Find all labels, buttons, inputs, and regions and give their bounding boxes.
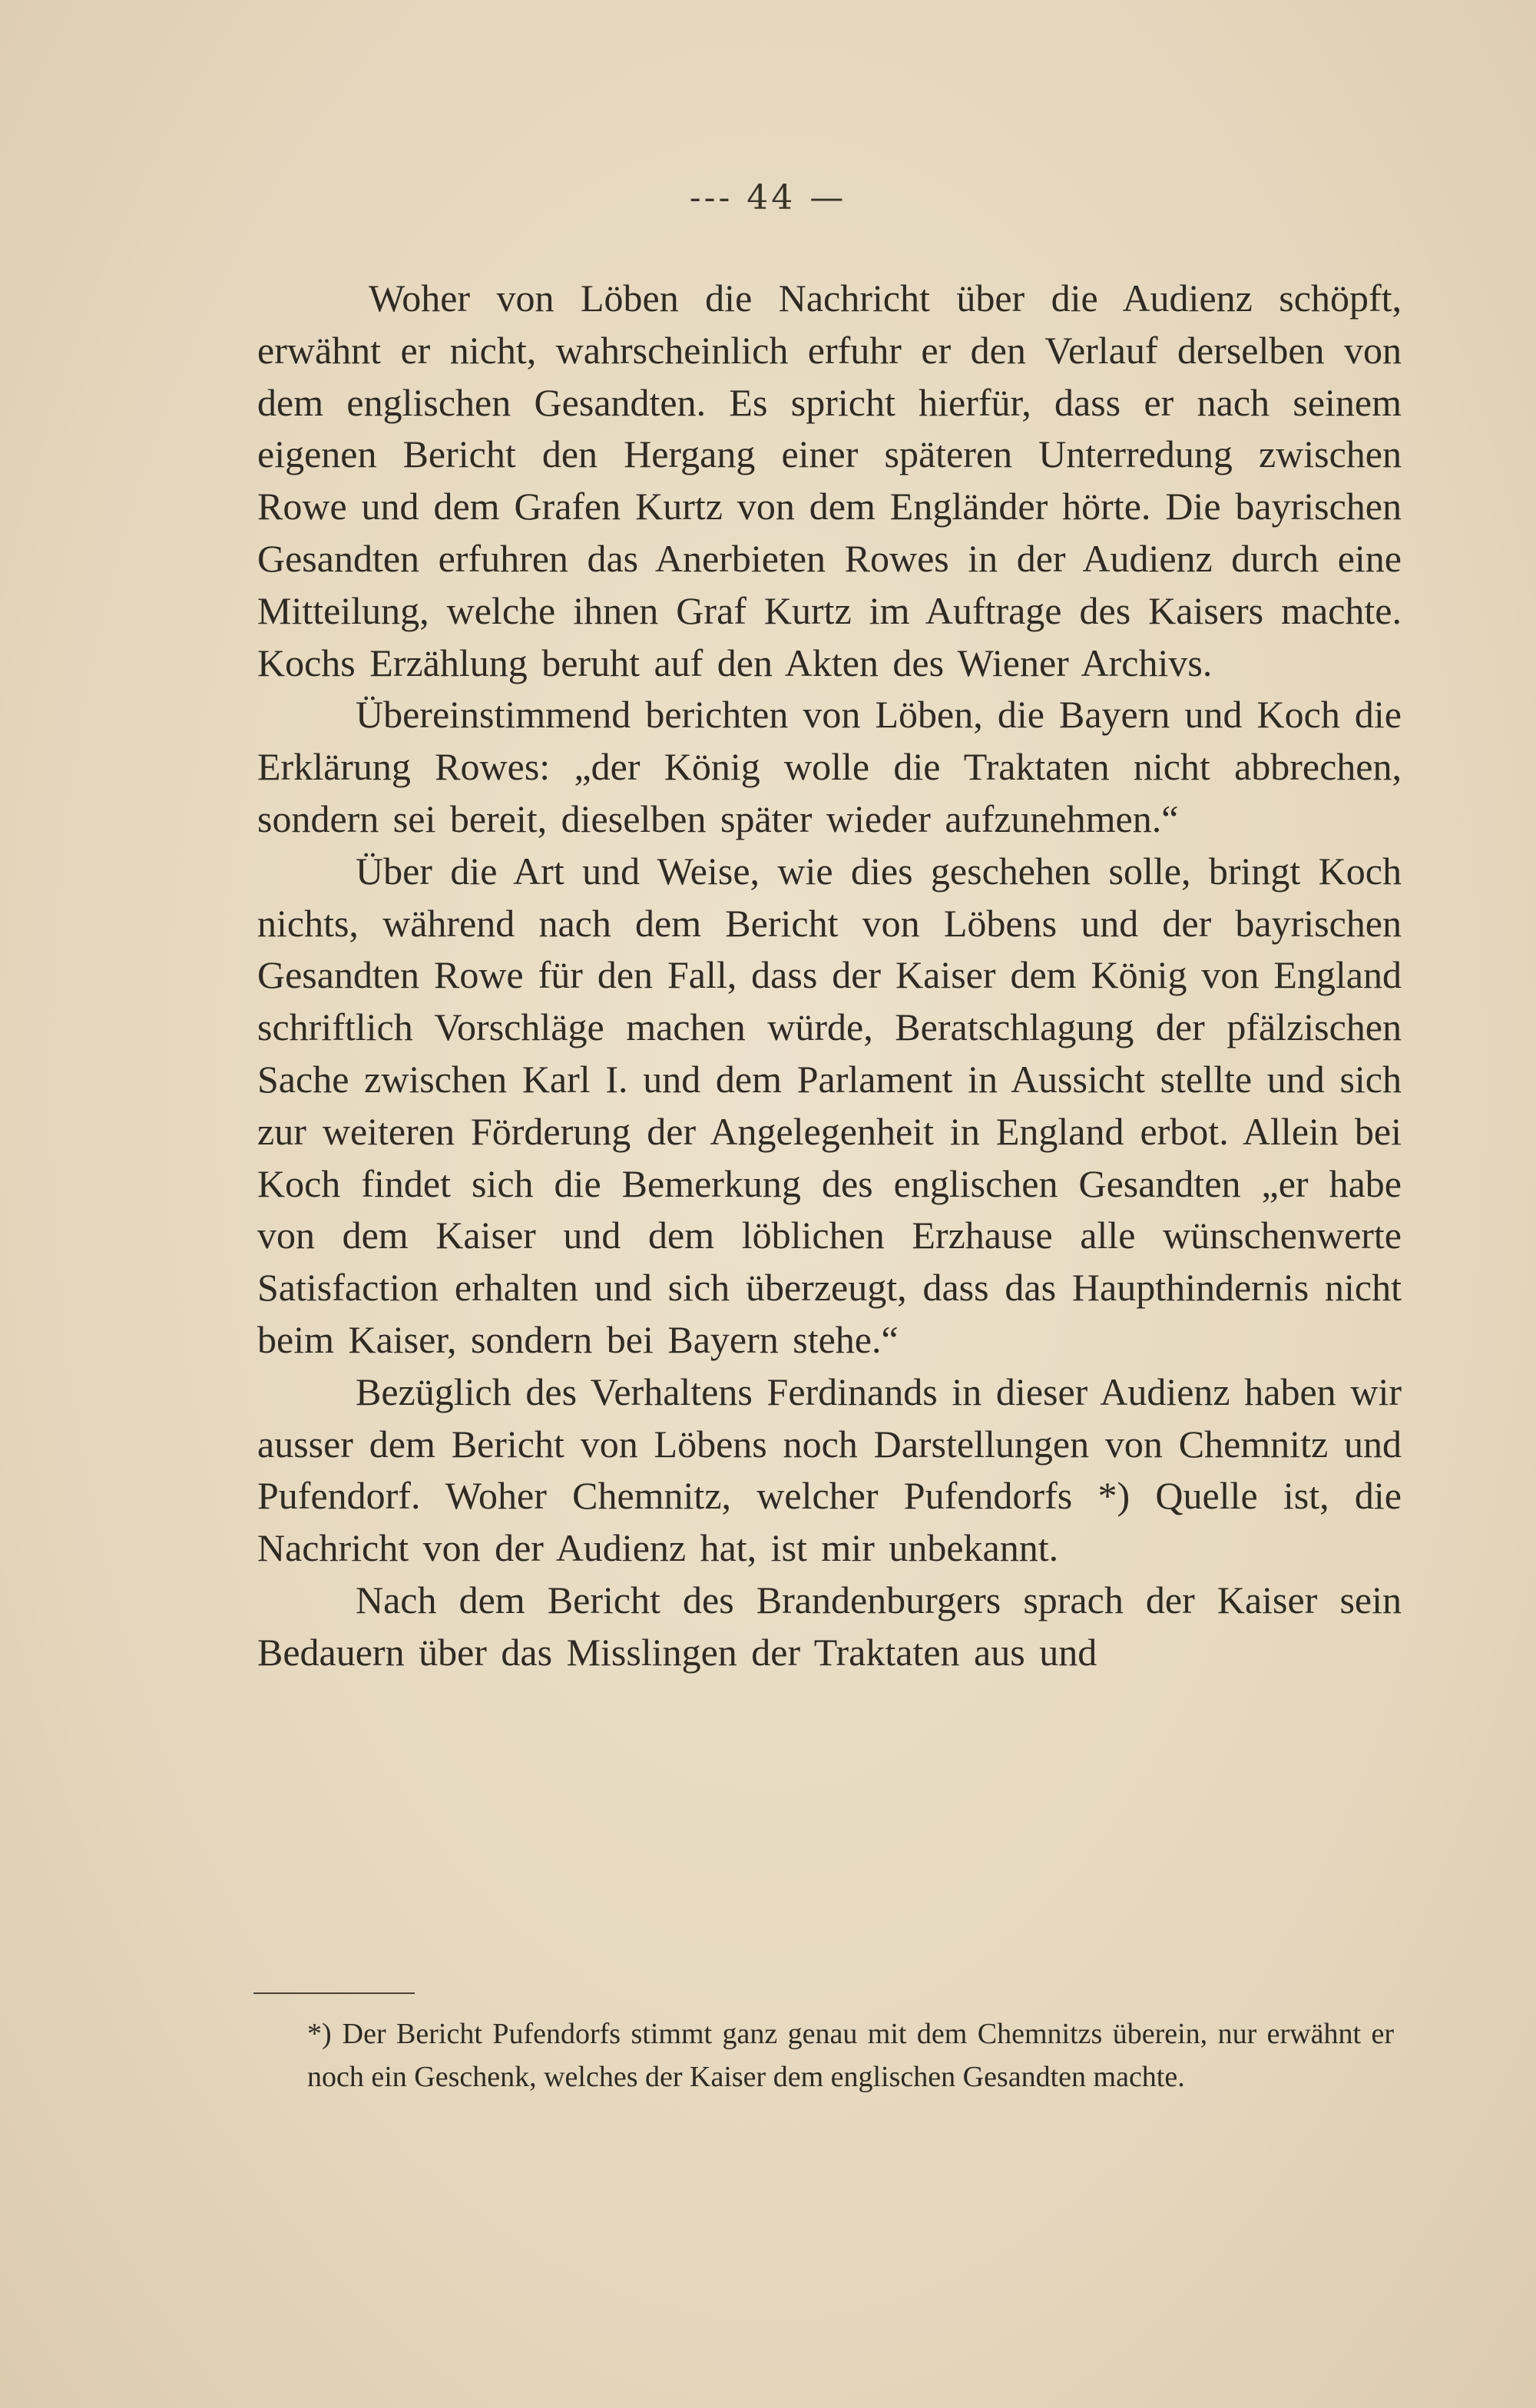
footnote-text: Der Bericht Pufendorfs stimmt ganz genau mit dem Chemnitzs überein, nur erwähnt er noch ein Geschenk, welches der Kaiser dem englischen Gesandten machte. [307, 2018, 1394, 2093]
footnote-marker: *) [307, 2018, 332, 2050]
footnote-divider [253, 1992, 415, 1994]
footnote [307, 2012, 1394, 2098]
paragraph-5: Nach dem Bericht des Brandenburgers sprach der Kaiser sein Bedauern über das Misslingen der Traktaten aus und [257, 1578, 1402, 1674]
paragraph-2: Übereinstimmend berichten von Löben, die Bayern und Koch die Erklärung Rowes: „der König wolle die Traktaten nicht abbrechen, sondern sei bereit, dieselben später wieder aufzunehmen.“ [257, 693, 1402, 840]
body-text [257, 273, 1402, 1679]
page-number: --- 44 — [689, 178, 847, 217]
paragraph-4: Bezüglich des Verhaltens Ferdinands in dieser Audienz haben wir ausser dem Bericht von Löbens noch Darstellungen von Chemnitz und Pufendorf. Woher Chemnitz, welcher Pufendorfs *) Quelle ist, die Nachricht von der Audienz hat, ist mir unbekannt. [257, 1370, 1402, 1570]
paragraph-1: Woher von Löben die Nachricht über die Audienz schöpft, erwähnt er nicht, wahrscheinlich erfuhr er den Verlauf derselben von dem englischen Gesandten. Es spricht hierfür, dass er nach seinem eigenen Bericht den Hergang einer späteren Unterredung zwischen Rowe und dem Grafen Kurtz von dem Engländer hörte. Die bayrischen Gesandten erfuhren das Anerbieten Rowes in der Audienz durch eine Mitteilung, welche ihnen Graf Kurtz im Auftrage des Kaisers machte. Kochs Erzählung beruht auf den Akten des Wiener Archivs. [257, 277, 1402, 684]
paragraph-3: Über die Art und Weise, wie dies geschehen solle, bringt Koch nichts, während nach dem Bericht von Löbens und der bayrischen Gesandten Rowe für den Fall, dass der Kaiser dem König von England schriftlich Vorschläge machen würde, Beratschlagung der pfälzischen Sache zwischen Karl I. und dem Parlament in Aussicht stellte und sich zur weiteren Förderung der Angelegenheit in England erbot. Allein bei Koch findet sich die Bemerkung des englischen Gesandten „er habe von dem Kaiser und dem löblichen Erzhause alle wünschenwerte Satisfaction erhalten und sich überzeugt, dass das Haupthindernis nicht beim Kaiser, sondern bei Bayern stehe.“ [257, 849, 1402, 1361]
